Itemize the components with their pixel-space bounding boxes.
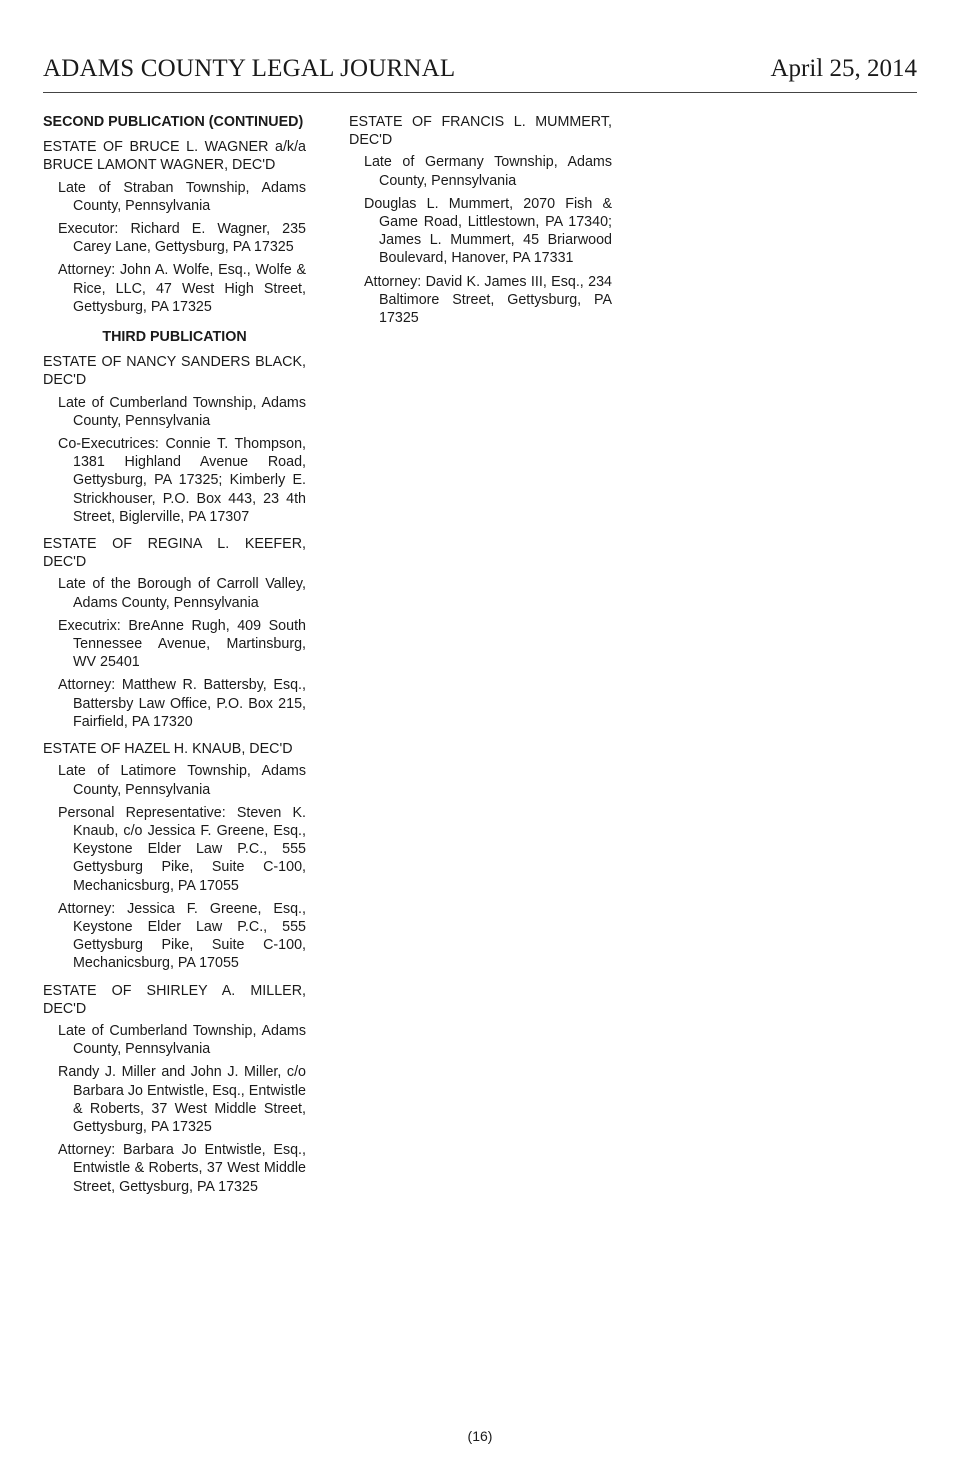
page-number: (16) xyxy=(467,1428,493,1444)
estate-title: ESTATE OF NANCY SANDERS BLACK, DEC'D xyxy=(43,354,306,389)
left-column xyxy=(43,113,306,1205)
page-header xyxy=(43,52,917,93)
estate-residence: Late of Cumberland Township, Adams County, Pennsylvania xyxy=(58,394,306,429)
publication-date: April 25, 2014 xyxy=(770,55,917,82)
estate-attorney: Attorney: John A. Wolfe, Esq., Wolfe & Rice, LLC, 47 West High Street, Gettysburg, PA 17325 xyxy=(58,262,306,315)
estate-notice-miller xyxy=(43,982,306,1196)
right-column xyxy=(349,113,612,336)
estate-residence: Late of Latimore Township, Adams County, Pennsylvania xyxy=(58,763,306,798)
estate-notice-black xyxy=(43,353,306,526)
estate-title: ESTATE OF REGINA L. KEEFER, DEC'D xyxy=(43,536,306,571)
estate-notice-keefer xyxy=(43,535,306,731)
estate-attorney: Attorney: David K. James III, Esq., 234 Baltimore Street, Gettysburg, PA 17325 xyxy=(364,273,612,327)
estate-notice-mummert xyxy=(349,113,612,327)
section-heading-third-publication: THIRD PUBLICATION xyxy=(102,329,247,346)
estate-title: ESTATE OF HAZEL H. KNAUB, DEC'D xyxy=(43,741,293,758)
estate-executrix: Executrix: BreAnne Rugh, 409 South Tennessee Avenue, Martinsburg, WV 25401 xyxy=(58,617,306,671)
estate-residence: Late of Straban Township, Adams County, Pennsylvania xyxy=(58,179,306,214)
estate-notice-wagner xyxy=(43,138,306,316)
section-heading-second-publication: SECOND PUBLICATION (CONTINUED) xyxy=(43,114,304,130)
estate-notice-knaub xyxy=(43,740,306,972)
estate-title: ESTATE OF BRUCE L. WAGNER a/k/a BRUCE LAMONT WAGNER, DEC'D xyxy=(43,139,306,174)
estate-attorney: Attorney: Matthew R. Battersby, Esq., Battersby Law Office, P.O. Box 215, Fairfield, PA 17320 xyxy=(58,677,306,730)
estate-residence: Late of Cumberland Township, Adams County, Pennsylvania xyxy=(58,1022,306,1058)
estate-representative: Personal Representative: Steven K. Knaub, c/o Jessica F. Greene, Esq., Keystone Elder Law P.C., 555 Gettysburg Pike, Suite C-100, Mechanicsburg, PA 17055 xyxy=(58,804,306,894)
journal-title: ADAMS COUNTY LEGAL JOURNAL xyxy=(43,55,456,82)
estate-executors: Douglas L. Mummert, 2070 Fish & Game Road, Littlestown, PA 17340; James L. Mummert, 45 Briarwood Boulevard, Hanover, PA 17331 xyxy=(364,195,612,267)
estate-executors: Randy J. Miller and John J. Miller, c/o Barbara Jo Entwistle, Esq., Entwistle & Roberts, 37 West Middle Street, Gettysburg, PA 17325 xyxy=(58,1064,306,1135)
estate-attorney: Attorney: Jessica F. Greene, Esq., Keystone Elder Law P.C., 555 Gettysburg Pike, Suite C-100, Mechanicsburg, PA 17055 xyxy=(58,900,306,972)
estate-residence: Late of the Borough of Carroll Valley, Adams County, Pennsylvania xyxy=(58,576,306,611)
estate-title: ESTATE OF FRANCIS L. MUMMERT, DEC'D xyxy=(349,114,612,149)
estate-executors: Co-Executrices: Connie T. Thompson, 1381 Highland Avenue Road, Gettysburg, PA 17325; Kimberly E. Strickhouser, P.O. Box 443, 23 4th Street, Biglerville, PA 17307 xyxy=(58,436,306,525)
estate-title: ESTATE OF SHIRLEY A. MILLER, DEC'D xyxy=(43,982,306,1017)
estate-attorney: Attorney: Barbara Jo Entwistle, Esq., Entwistle & Roberts, 37 West Middle Street, Gettysburg, PA 17325 xyxy=(58,1142,306,1195)
estate-residence: Late of Germany Township, Adams County, Pennsylvania xyxy=(364,154,612,189)
estate-executor: Executor: Richard E. Wagner, 235 Carey Lane, Gettysburg, PA 17325 xyxy=(58,221,306,256)
